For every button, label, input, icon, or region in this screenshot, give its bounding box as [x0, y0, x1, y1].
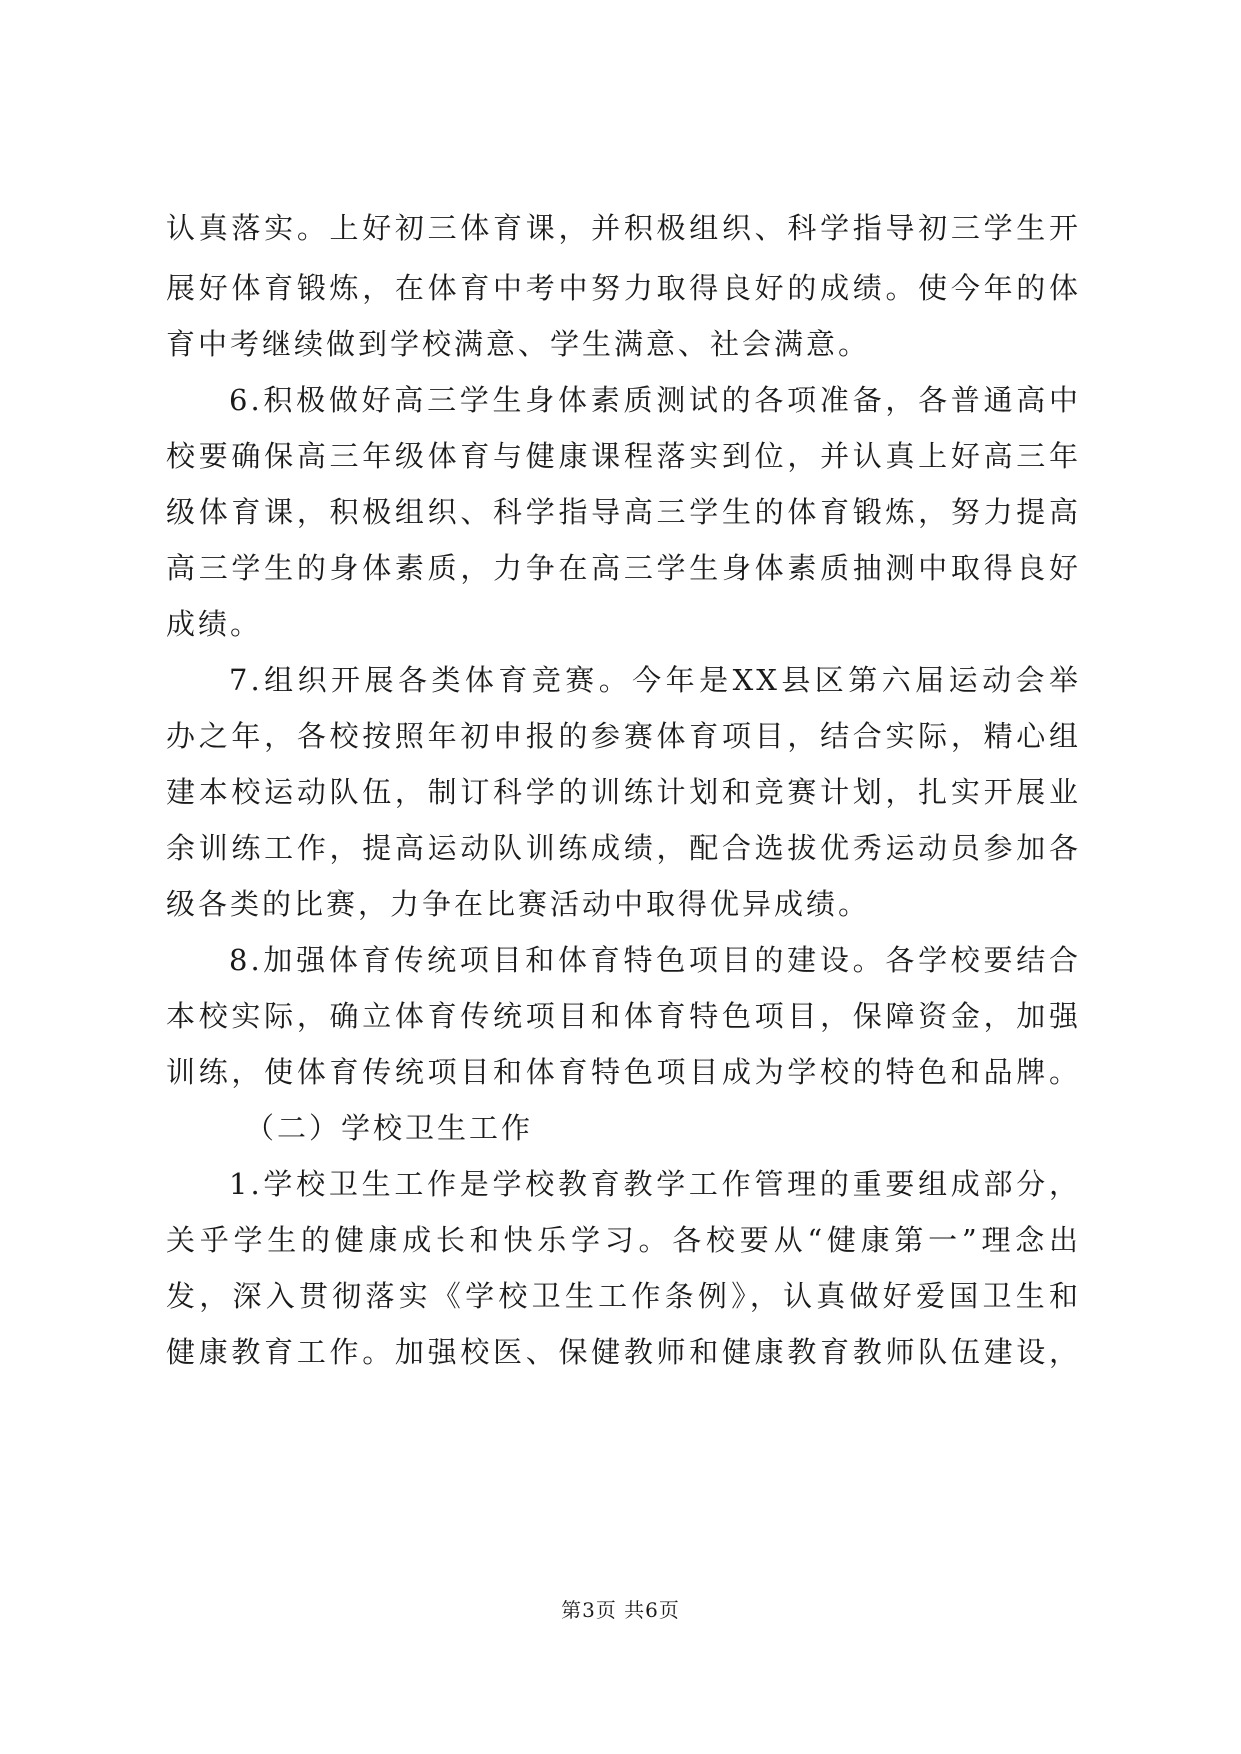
body-text-line: 级各类的比赛，力争在比赛活动中取得优异成绩。 [166, 887, 871, 921]
body-text-line: 7.组织开展各类体育竞赛。今年是XX县区第六届运动会举 [229, 663, 1081, 697]
body-text-line: 健康教育工作。加强校医、保健教师和健康教育教师队伍建设， [166, 1335, 1081, 1369]
body-text-line: 训练，使体育传统项目和体育特色项目成为学校的特色和品牌。 [166, 1055, 1081, 1089]
body-text-line: 余训练工作，提高运动队训练成绩，配合选拔优秀运动员参加各 [166, 831, 1081, 865]
body-text-line: 成绩。 [166, 607, 263, 641]
body-text-line: 校要确保高三年级体育与健康课程落实到位，并认真上好高三年 [166, 439, 1081, 473]
body-text-line: 认真落实。上好初三体育课，并积极组织、科学指导初三学生开 [166, 211, 1081, 245]
body-text-line: 高三学生的身体素质，力争在高三学生身体素质抽测中取得良好 [166, 551, 1081, 585]
body-text-line: 建本校运动队伍，制订科学的训练计划和竞赛计划，扎实开展业 [166, 775, 1081, 809]
body-text-line: 级体育课，积极组织、科学指导高三学生的体育锻炼，努力提高 [166, 495, 1081, 529]
body-text-line: 办之年，各校按照年初申报的参赛体育项目，结合实际，精心组 [166, 719, 1081, 753]
section-heading: （二）学校卫生工作 [245, 1111, 534, 1145]
body-text-line: 本校实际，确立体育传统项目和体育特色项目，保障资金，加强 [166, 999, 1081, 1033]
body-text-line: 发，深入贯彻落实《学校卫生工作条例》，认真做好爱国卫生和 [166, 1279, 1081, 1313]
body-text-line: 育中考继续做到学校满意、学生满意、社会满意。 [166, 327, 871, 361]
body-text-line: 6.积极做好高三学生身体素质测试的各项准备，各普通高中 [229, 383, 1081, 417]
body-text-line: 8.加强体育传统项目和体育特色项目的建设。各学校要结合 [229, 943, 1081, 977]
body-text-line: 展好体育锻炼，在体育中考中努力取得良好的成绩。使今年的体 [166, 271, 1081, 305]
page-footer: 第3页 共6页 [561, 1598, 680, 1622]
body-text-line: 关乎学生的健康成长和快乐学习。各校要从“健康第一”理念出 [166, 1223, 1081, 1257]
body-text-line: 1.学校卫生工作是学校教育教学工作管理的重要组成部分， [229, 1167, 1081, 1201]
